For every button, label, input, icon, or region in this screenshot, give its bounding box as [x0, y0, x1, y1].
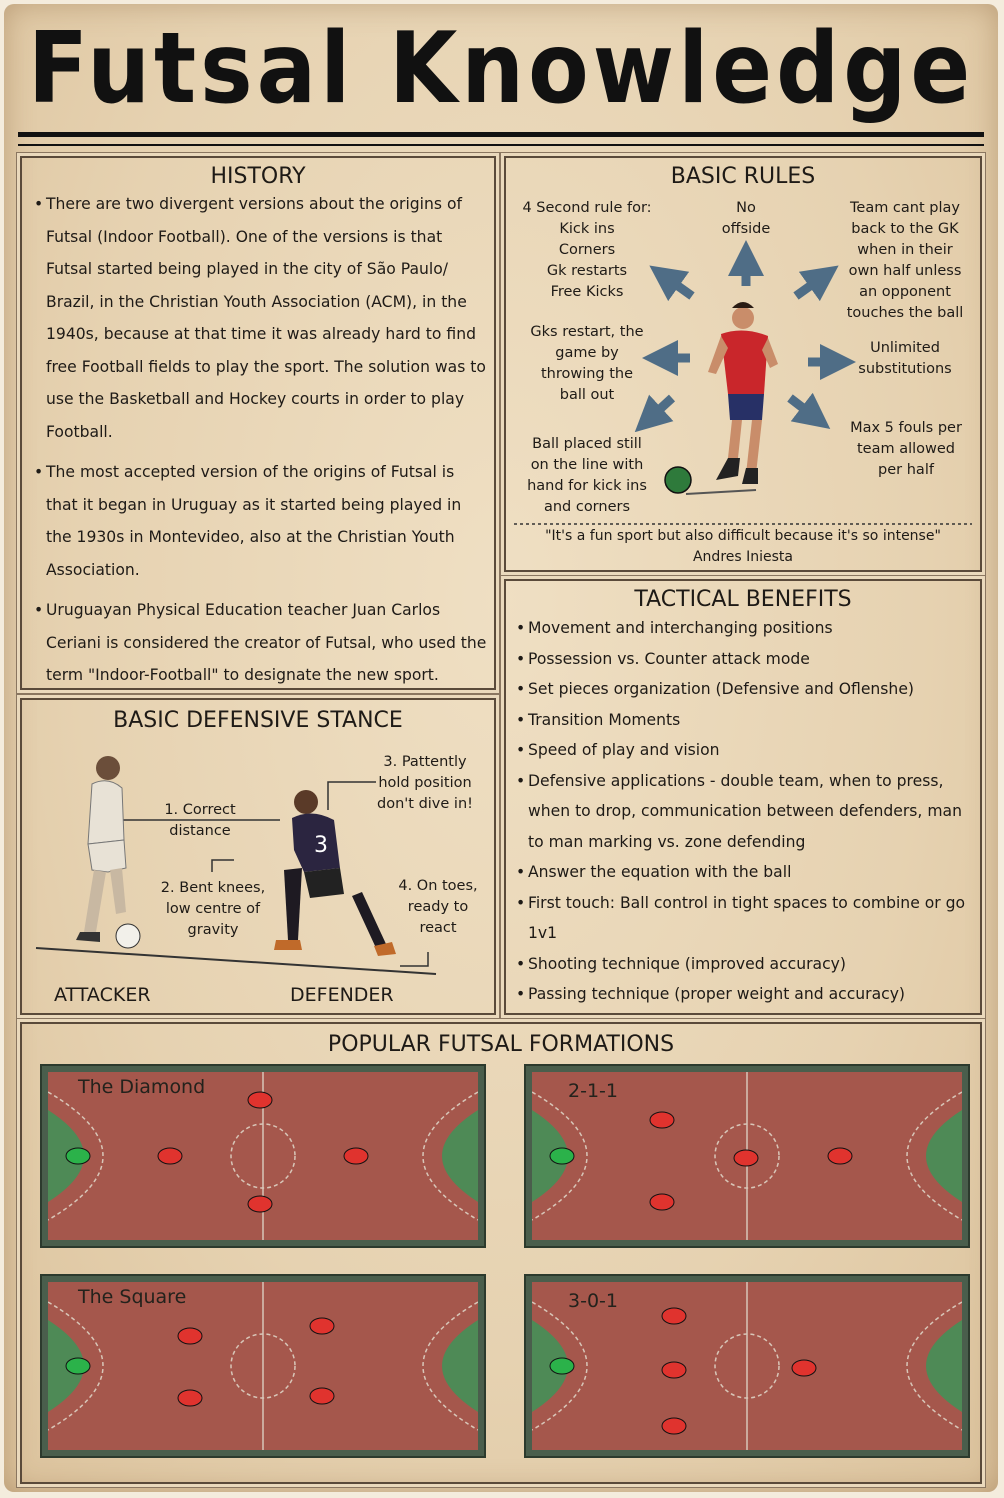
tactical-benefits-panel [504, 579, 982, 1015]
formation-name: The Diamond [78, 1076, 206, 1098]
player-figure [665, 302, 778, 494]
formations-heading: POPULAR FUTSAL FORMATIONS [327, 1032, 675, 1057]
court-3-0-1 [526, 1276, 968, 1456]
history-paragraph: • Uruguayan Physical Education teacher Juan Carlos Ceriani is considered the creator of Futsal, who used the term "Indoor-Football" to designate the new sport. [30, 594, 490, 692]
stance-point-distance: 1. Correct distance [164, 802, 236, 839]
list-item: • Defensive applications - double team, when to press, when to drop, communication between defenders, man to man marking vs. zone defending [514, 766, 974, 858]
rule-team-back: Team cant play back to the GK when in their own half unless an opponent touches the ball [846, 200, 964, 321]
court-square [42, 1276, 484, 1456]
formation-name: 3-0-1 [568, 1290, 618, 1312]
tactical-benefits-heading: TACTICAL BENEFITS [634, 587, 852, 612]
rule-max-fouls: Max 5 fouls per team allowed per half [850, 420, 962, 478]
basic-rules-panel [504, 156, 982, 572]
rules-quote-author: Andres Iniesta [692, 549, 793, 565]
list-item: • Shooting technique (improved accuracy) [514, 949, 974, 980]
list-item: • Movement and interchanging positions [514, 613, 974, 644]
list-item: • First touch: Ball control in tight spaces to combine or go 1v1 [514, 888, 974, 949]
poster [4, 4, 998, 1492]
defensive-stance-panel [20, 698, 496, 1015]
stance-point-toes: 4. On toes, ready to react [398, 878, 478, 936]
attacker-label: ATTACKER [54, 984, 151, 1006]
rule-no-offside: No offside [721, 200, 771, 237]
rules-quote: "It's a fun sport but also difficult because it's so intense" [545, 528, 941, 544]
rule-gk-restart: Gks restart, the game by throwing the ball out [530, 324, 644, 403]
rule-unlimited-subs: Unlimited substitutions [858, 340, 952, 377]
history-heading: HISTORY [210, 164, 306, 189]
stance-illustration [22, 700, 494, 1013]
list-item: • Transition Moments [514, 705, 974, 736]
defensive-stance-heading: BASIC DEFENSIVE STANCE [113, 708, 403, 733]
tactical-benefits-list [514, 613, 974, 1010]
rule-four-second: 4 Second rule for: Kick ins Corners Gk restarts Free Kicks [522, 200, 652, 300]
defender-label: DEFENDER [290, 984, 394, 1006]
basic-rules-heading: BASIC RULES [670, 164, 816, 189]
page-title: Futsal Knowledge [27, 12, 975, 126]
stance-point-knees: 2. Bent knees, low centre of gravity [160, 880, 266, 938]
title-rule [18, 132, 984, 137]
history-paragraph: • There are two divergent versions about the origins of Futsal (Indoor Football). One of the versions is that Futsal started being played in the city of São Paulo/ Brazil, in the Christian Youth Association (ACM), in the 1940s, because at that time it was already hard to find free Football fields to play the sport. The solution was to use the Basketball and Hockey courts in order to play Football. [30, 188, 490, 448]
svg-text:3: 3 [314, 833, 328, 858]
court-diamond [42, 1066, 484, 1246]
rule-ball-placed: Ball placed still on the line with hand for kick ins and corners [527, 436, 647, 515]
history-panel [20, 156, 496, 690]
list-item: • Set pieces organization (Defensive and Oflenshe) [514, 674, 974, 705]
formations-panel [20, 1022, 982, 1484]
attacker-figure [76, 756, 140, 948]
formation-name: The Square [78, 1286, 187, 1308]
formation-name: 2-1-1 [568, 1080, 618, 1102]
list-item: • Possession vs. Counter attack mode [514, 644, 974, 675]
stance-point-hold: 3. Pattently hold position don't dive in! [377, 754, 473, 812]
list-item: • Speed of play and vision [514, 735, 974, 766]
list-item: • Passing technique (proper weight and accuracy) [514, 979, 974, 1010]
list-item: • Answer the equation with the ball [514, 857, 974, 888]
history-paragraph: • The most accepted version of the origins of Futsal is that it began in Uruguay as it started being played in the 1930s in Montevideo, also at the Christian Youth Association. [30, 456, 490, 586]
court-2-1-1 [526, 1066, 968, 1246]
title-rule-thin [18, 144, 984, 146]
